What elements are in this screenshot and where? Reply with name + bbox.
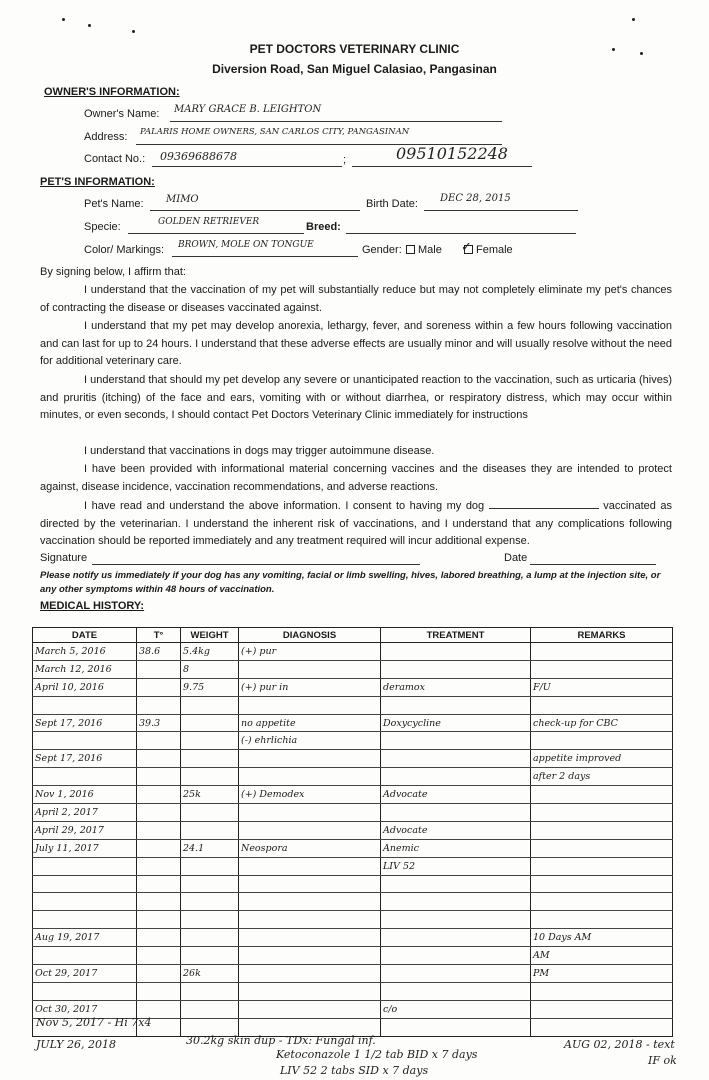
- cell-weight: [181, 804, 239, 822]
- table-row: [33, 643, 673, 661]
- cell-remarks: [531, 982, 673, 1000]
- cell-weight: 8: [181, 660, 239, 678]
- cell-diagnosis: [239, 804, 381, 822]
- clinic-address: Diversion Road, San Miguel Calasiao, Pangasinan: [212, 62, 497, 76]
- cell-treatment: [381, 804, 531, 822]
- cell-date: Nov 1, 2016: [33, 786, 137, 804]
- cell-remarks: [531, 875, 673, 893]
- cell-treatment: Advocate: [381, 821, 531, 839]
- cell-remarks: [531, 1000, 673, 1018]
- cell-weight: 24.1: [181, 839, 239, 857]
- breed-label: Breed:: [306, 221, 341, 233]
- cell-remarks: 10 Days AM: [531, 929, 673, 947]
- header-temperature: T°: [137, 628, 181, 643]
- note-liv52: LIV 52 2 tabs SID x 7 days: [280, 1064, 429, 1077]
- cell-date: April 2, 2017: [33, 804, 137, 822]
- consent-p3-text: I understand that should my pet develop any severe or unanticipated reaction to the vaccination, such as urticaria (hives) and pruritis (itching) of the face and ears, vomiting with or without diarrhea, or respiratory distress, which may occur within minutes, or even seconds, I should contact Pet Doctors Veterinary Clinic immediately for instructions: [40, 374, 672, 421]
- gender-label: Gender:: [362, 244, 402, 256]
- cell-remarks: appetite improved: [531, 750, 673, 768]
- table-row: [33, 982, 673, 1000]
- note-if-ok: IF ok: [648, 1054, 677, 1067]
- cell-temperature: 38.6: [137, 643, 181, 661]
- cell-remarks: [531, 786, 673, 804]
- consent-p4-text: I understand that vaccinations in dogs may trigger autoimmune disease.: [84, 445, 435, 457]
- contact-line-2: [352, 166, 532, 167]
- scan-speck: [88, 24, 91, 27]
- cell-weight: [181, 982, 239, 1000]
- cell-diagnosis: no appetite: [239, 714, 381, 732]
- cell-remarks: PM: [531, 965, 673, 983]
- cell-temperature: [137, 839, 181, 857]
- cell-temperature: [137, 786, 181, 804]
- table-row: [33, 732, 673, 750]
- cell-weight: [181, 893, 239, 911]
- cell-treatment: [381, 1018, 531, 1036]
- cell-treatment: Doxycycline: [381, 714, 531, 732]
- contact-value: 09369688678: [160, 150, 237, 163]
- cell-date: Sept 17, 2016: [33, 750, 137, 768]
- birth-date-line: [424, 210, 578, 211]
- table-row: [33, 875, 673, 893]
- header-remarks: REMARKS: [531, 628, 673, 643]
- cell-temperature: [137, 982, 181, 1000]
- cell-temperature: [137, 821, 181, 839]
- header-weight: WEIGHT: [181, 628, 239, 643]
- owner-section-title: OWNER'S INFORMATION:: [44, 86, 180, 98]
- cell-temperature: [137, 929, 181, 947]
- scan-speck: [612, 48, 615, 51]
- cell-weight: [181, 714, 239, 732]
- color-markings-line: [172, 256, 358, 257]
- cell-weight: 5.4kg: [181, 643, 239, 661]
- pet-section-title: PET'S INFORMATION:: [40, 176, 155, 188]
- cell-treatment: [381, 750, 531, 768]
- date-label: Date: [504, 552, 528, 564]
- owner-name-value: MARY GRACE B. LEIGHTON: [174, 104, 322, 115]
- consent-p2-text: I understand that my pet may develop anorexia, lethargy, fever, and soreness within a few hours following vaccination and can last for up to 24 hours. I understand that these adverse effects are usually minor and will usually resolve without the need for additional veterinary care.: [40, 320, 672, 367]
- male-checkbox[interactable]: [406, 245, 415, 254]
- specie-label: Specie:: [84, 221, 121, 233]
- cell-remarks: [531, 804, 673, 822]
- cell-date: Sept 17, 2016: [33, 714, 137, 732]
- note-ketoconazole: Ketoconazole 1 1/2 tab BID x 7 days: [276, 1048, 478, 1061]
- cell-date: [33, 893, 137, 911]
- specie-line: [128, 233, 304, 234]
- cell-weight: [181, 696, 239, 714]
- cell-diagnosis: [239, 857, 381, 875]
- cell-remarks: [531, 857, 673, 875]
- cell-temperature: [137, 857, 181, 875]
- cell-diagnosis: [239, 660, 381, 678]
- cell-date: March 5, 2016: [33, 643, 137, 661]
- cell-treatment: [381, 929, 531, 947]
- cell-remarks: [531, 839, 673, 857]
- date-line[interactable]: [530, 564, 656, 565]
- table-row: [33, 660, 673, 678]
- cell-remarks: check-up for CBC: [531, 714, 673, 732]
- cell-date: July 11, 2017: [33, 839, 137, 857]
- table-row: [33, 821, 673, 839]
- table-row: [33, 714, 673, 732]
- cell-treatment: [381, 982, 531, 1000]
- medical-table-body: [33, 643, 673, 1037]
- address-value: PALARIS HOME OWNERS, SAN CARLOS CITY, PANGASINAN: [140, 127, 410, 137]
- cell-date: [33, 947, 137, 965]
- cell-treatment: LIV 52: [381, 857, 531, 875]
- cell-treatment: [381, 696, 531, 714]
- cell-date: March 12, 2016: [33, 660, 137, 678]
- cell-weight: [181, 929, 239, 947]
- cell-date: [33, 875, 137, 893]
- scan-speck: [640, 52, 643, 55]
- cell-remarks: AM: [531, 947, 673, 965]
- cell-remarks: [531, 911, 673, 929]
- cell-weight: 9.75: [181, 678, 239, 696]
- cell-remarks: [531, 643, 673, 661]
- consent-paragraph-2: [40, 318, 672, 371]
- cell-diagnosis: [239, 696, 381, 714]
- breed-line: [346, 233, 576, 234]
- cell-remarks: F/U: [531, 678, 673, 696]
- pet-name-value: MIMO: [166, 194, 199, 205]
- dog-name-blank[interactable]: [489, 508, 599, 509]
- consent-paragraph-4: [40, 443, 672, 461]
- contact-label: Contact No.:: [84, 153, 146, 165]
- color-markings-label: Color/ Markings:: [84, 244, 165, 256]
- cell-weight: [181, 732, 239, 750]
- note-aug-2018: AUG 02, 2018 - text: [564, 1038, 675, 1051]
- cell-temperature: [137, 947, 181, 965]
- note-july-2018-weight-diagnosis: 30.2kg skin dup - TDx: Fungal inf.: [186, 1034, 376, 1047]
- cell-temperature: [137, 768, 181, 786]
- cell-diagnosis: [239, 947, 381, 965]
- cell-weight: [181, 1000, 239, 1018]
- cell-remarks: [531, 660, 673, 678]
- header-diagnosis: DIAGNOSIS: [239, 628, 381, 643]
- cell-diagnosis: [239, 965, 381, 983]
- cell-date: [33, 857, 137, 875]
- table-row: [33, 911, 673, 929]
- consent-intro: By signing below, I affirm that:: [40, 266, 186, 278]
- consent-paragraph-5: [40, 461, 672, 496]
- cell-diagnosis: Neospora: [239, 839, 381, 857]
- cell-date: Aug 19, 2017: [33, 929, 137, 947]
- cell-treatment: [381, 660, 531, 678]
- cell-date: April 29, 2017: [33, 821, 137, 839]
- cell-treatment: [381, 965, 531, 983]
- cell-weight: [181, 875, 239, 893]
- cell-treatment: [381, 911, 531, 929]
- cell-treatment: [381, 947, 531, 965]
- table-row: [33, 768, 673, 786]
- cell-treatment: Anemic: [381, 839, 531, 857]
- consent-paragraph-3: [40, 372, 672, 425]
- cell-weight: [181, 947, 239, 965]
- table-row: [33, 839, 673, 857]
- cell-date: [33, 911, 137, 929]
- cell-temperature: [137, 893, 181, 911]
- male-label: Male: [418, 244, 442, 256]
- color-markings-value: BROWN, MOLE ON TONGUE: [178, 240, 314, 250]
- table-row: [33, 929, 673, 947]
- scan-speck: [132, 30, 135, 33]
- specie-value: GOLDEN RETRIEVER: [158, 217, 260, 227]
- contact-separator: ;: [343, 154, 347, 166]
- note-july-2018-date: JULY 26, 2018: [36, 1038, 117, 1051]
- cell-diagnosis: [239, 750, 381, 768]
- cell-temperature: [137, 732, 181, 750]
- table-row: [33, 678, 673, 696]
- table-row: [33, 965, 673, 983]
- cell-diagnosis: [239, 893, 381, 911]
- cell-diagnosis: [239, 821, 381, 839]
- cell-diagnosis: (-) ehrlichia: [239, 732, 381, 750]
- cell-diagnosis: [239, 929, 381, 947]
- consent-p6a-text: I have read and understand the above information. I consent to having my dog: [84, 500, 485, 512]
- cell-temperature: [137, 804, 181, 822]
- header-date: DATE: [33, 628, 137, 643]
- cell-treatment: c/o: [381, 1000, 531, 1018]
- cell-temperature: [137, 696, 181, 714]
- contact-line: [152, 166, 342, 167]
- birth-date-label: Birth Date:: [366, 198, 418, 210]
- cell-remarks: [531, 821, 673, 839]
- cell-treatment: [381, 875, 531, 893]
- table-row: [33, 750, 673, 768]
- cell-weight: [181, 911, 239, 929]
- cell-weight: 26k: [181, 965, 239, 983]
- table-row: [33, 947, 673, 965]
- medical-history-table: [32, 627, 673, 1037]
- consent-paragraph-6: [40, 498, 672, 551]
- cell-diagnosis: [239, 1000, 381, 1018]
- cell-treatment: [381, 768, 531, 786]
- cell-remarks: [531, 893, 673, 911]
- cell-weight: [181, 821, 239, 839]
- cell-diagnosis: (+) pur in: [239, 678, 381, 696]
- address-label: Address:: [84, 131, 128, 143]
- consent-p1-text: I understand that the vaccination of my pet will substantially reduce but may not completely eliminate my pet's chances of contracting the disease or diseases vaccinated against.: [40, 284, 672, 314]
- signature-line[interactable]: [92, 564, 420, 565]
- cell-treatment: [381, 643, 531, 661]
- table-row: [33, 804, 673, 822]
- medical-table-header-row: [33, 628, 673, 643]
- table-row: [33, 893, 673, 911]
- cell-diagnosis: (+) pur: [239, 643, 381, 661]
- cell-temperature: [137, 965, 181, 983]
- cell-weight: [181, 750, 239, 768]
- cell-treatment: [381, 732, 531, 750]
- cell-treatment: Advocate: [381, 786, 531, 804]
- female-check-mark-icon: ✓: [461, 239, 472, 254]
- pet-name-line: [150, 210, 360, 211]
- female-label: Female: [476, 244, 513, 256]
- cell-date: Oct 29, 2017: [33, 965, 137, 983]
- scan-speck: [632, 18, 635, 21]
- cell-temperature: [137, 750, 181, 768]
- signature-label: Signature: [40, 552, 88, 564]
- cell-temperature: [137, 678, 181, 696]
- scan-speck: [62, 18, 65, 21]
- cell-diagnosis: [239, 911, 381, 929]
- cell-date: [33, 696, 137, 714]
- pet-name-label: Pet's Name:: [84, 198, 144, 210]
- cell-temperature: [137, 875, 181, 893]
- cell-temperature: [137, 911, 181, 929]
- owner-name-label: Owner's Name:: [84, 108, 160, 120]
- cell-diagnosis: (+) Demodex: [239, 786, 381, 804]
- cell-remarks: [531, 1018, 673, 1036]
- table-row: [33, 696, 673, 714]
- cell-date: [33, 732, 137, 750]
- cell-treatment: [381, 893, 531, 911]
- table-row: [33, 857, 673, 875]
- vaccination-notice: Please notify us immediately if your dog has any vomiting, facial or limb swelling, hives, labored breathing, a lump at the injection site, or any other symptoms within 48 hours of vaccination.: [40, 570, 661, 595]
- cell-diagnosis: [239, 875, 381, 893]
- cell-date: Oct 30, 2017: [33, 1000, 137, 1018]
- cell-temperature: [137, 660, 181, 678]
- cell-weight: [181, 857, 239, 875]
- medical-history-title: MEDICAL HISTORY:: [40, 600, 145, 612]
- clinic-name: PET DOCTORS VETERINARY CLINIC: [249, 42, 460, 56]
- cell-remarks: [531, 732, 673, 750]
- birth-date-value: DEC 28, 2015: [440, 193, 511, 204]
- cell-weight: [181, 768, 239, 786]
- note-nov-2017: Nov 5, 2017 - Hi 7x4: [36, 1016, 152, 1029]
- cell-diagnosis: [239, 768, 381, 786]
- owner-name-line: [170, 121, 502, 122]
- cell-remarks: after 2 days: [531, 768, 673, 786]
- cell-remarks: [531, 696, 673, 714]
- consent-p6b-text: vaccinated as directed by the veterinarian. I understand the inherent risk of vaccinations, and I understand that any complications following vaccination should be reported immediately and any treatment required will incur additional expense.: [40, 500, 673, 547]
- consent-p5-text: I have been provided with informational material concerning vaccines and the diseases they are intended to protect against, disease incidence, vaccination recommendations, and adverse reactions.: [40, 463, 672, 493]
- cell-temperature: 39.3: [137, 714, 181, 732]
- table-row: [33, 786, 673, 804]
- cell-diagnosis: [239, 982, 381, 1000]
- cell-weight: 25k: [181, 786, 239, 804]
- cell-date: April 10, 2016: [33, 678, 137, 696]
- cell-date: [33, 982, 137, 1000]
- contact-value-2: 09510152248: [396, 144, 508, 163]
- cell-date: [33, 768, 137, 786]
- consent-paragraph-1: [40, 282, 672, 317]
- header-treatment: TREATMENT: [381, 628, 531, 643]
- cell-treatment: deramox: [381, 678, 531, 696]
